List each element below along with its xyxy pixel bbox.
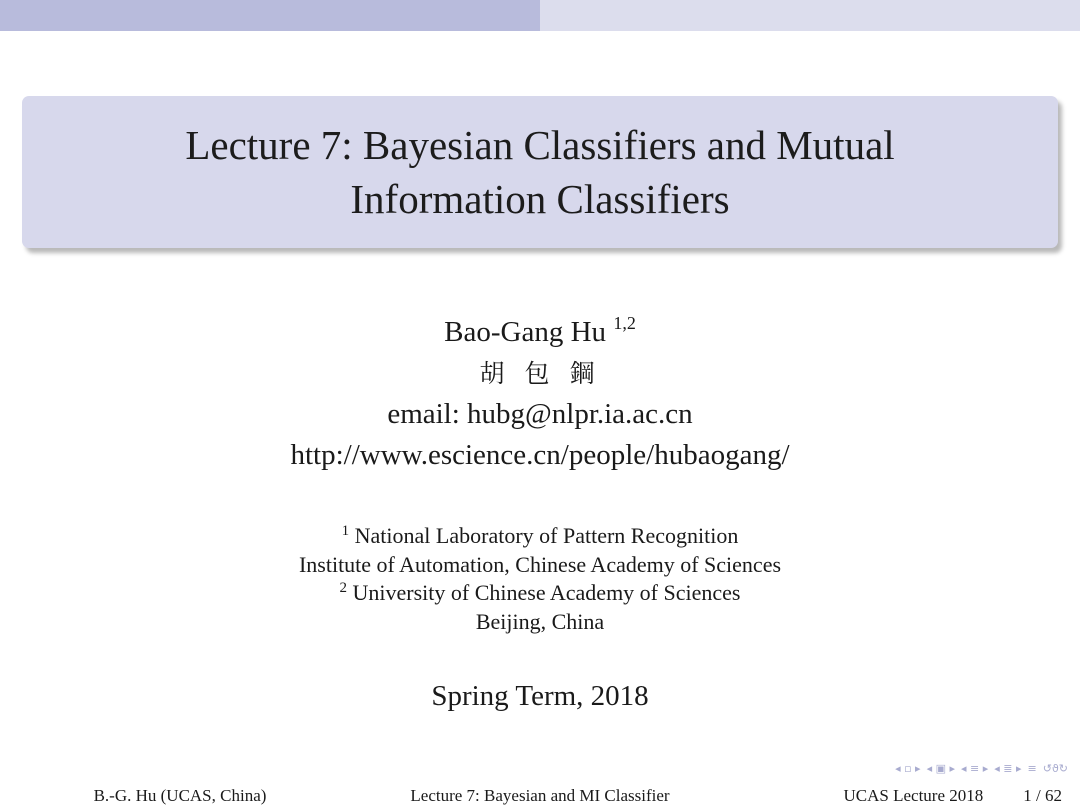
footer-author: B.-G. Hu (UCAS, China) [0,782,360,810]
header-bar [0,0,1080,31]
footer-short-title: Lecture 7: Bayesian and MI Classifier [360,782,720,810]
footer-page-number: 1 / 62 [1023,786,1062,805]
align-icon[interactable]: ≡ [1027,761,1037,775]
search-icon[interactable]: ↺ϑ↻ [1042,761,1068,775]
title-line-1: Lecture 7: Bayesian Classifiers and Mutual [185,122,895,168]
prev-section-icon[interactable]: ◂ ≣ ▸ [994,761,1022,775]
header-bar-left [0,0,540,31]
prev-frame-icon[interactable]: ◂ ▣ ▸ [926,761,955,775]
author-chinese-name: 胡 包 鋼 [479,359,601,388]
author-url[interactable]: http://www.escience.cn/people/hubaogang/ [290,439,790,471]
affil-line-4: Beijing, China [475,608,605,634]
author-affil-marks: 1,2 [613,313,636,333]
footer-bar [0,782,1080,810]
affil-mark-2: 2 [339,580,348,596]
affil-line-3: University of Chinese Academy of Sciences [352,580,741,605]
footer-venue: UCAS Lecture 2018 [843,786,984,805]
affil-line-1: National Laboratory of Pattern Recognition [354,523,739,548]
author-line [0,312,1080,353]
term-date: Spring Term, 2018 [431,680,649,712]
affiliations [0,522,1080,636]
affiliation-2 [0,579,1080,608]
affil-mark-1: 1 [341,523,350,539]
beamer-navigation [895,759,1068,777]
first-frame-icon[interactable]: ◂ ▫ ▸ [895,761,921,775]
author-name: Bao-Gang Hu [444,316,607,348]
footer-right [720,782,1080,810]
affiliation-1 [0,522,1080,551]
title-box [22,96,1058,248]
author-email: email: hubg@nlpr.ia.ac.cn [387,398,693,430]
header-bar-right [540,0,1080,31]
next-frame-icon[interactable]: ◂ ≡ ▸ [961,761,989,775]
title-line-2: Information Classifiers [350,176,730,222]
author-block [0,312,1080,476]
affil-line-2: Institute of Automation, Chinese Academy of Sciences [298,551,782,577]
